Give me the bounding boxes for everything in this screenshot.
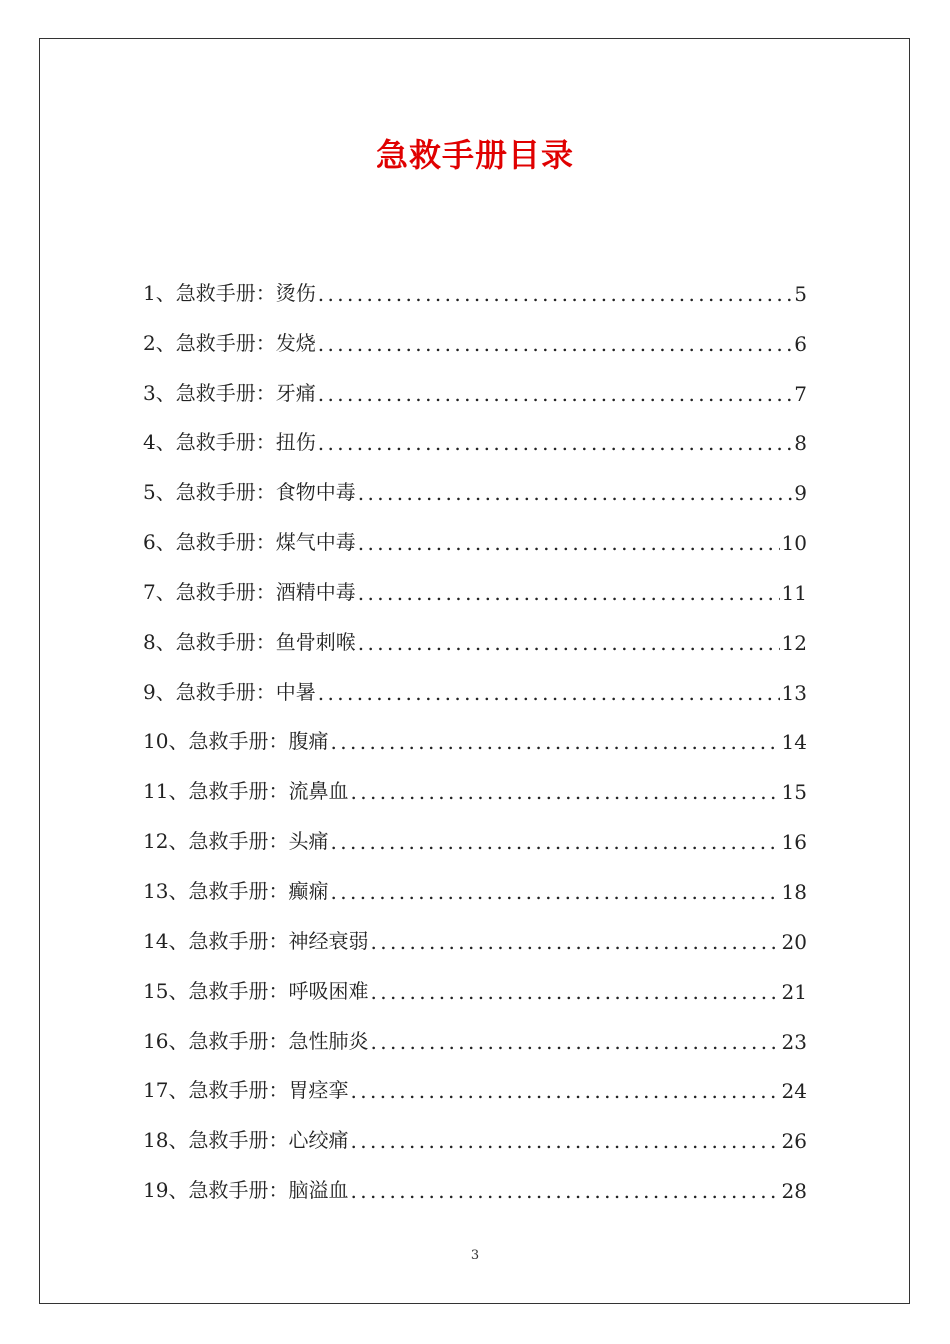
toc-entry-page: 21 — [781, 979, 807, 1004]
toc-entry-page: 12 — [781, 630, 807, 655]
toc-entry[interactable] — [143, 1103, 807, 1153]
toc-entry-label: 19、急救手册：脑溢血 — [143, 1178, 349, 1203]
toc-dot-leader — [368, 1030, 779, 1054]
toc-entry-page: 24 — [781, 1079, 807, 1104]
toc-dot-leader — [316, 681, 780, 705]
toc-entry-label: 6、急救手册：煤气中毒 — [143, 530, 356, 555]
toc-entry-label: 14、急救手册：神经衰弱 — [143, 928, 369, 953]
toc-entry-page: 5 — [794, 281, 807, 306]
toc-dot-leader — [316, 332, 793, 356]
toc-entry-label: 18、急救手册：心绞痛 — [143, 1128, 349, 1153]
toc-dot-leader — [316, 431, 793, 455]
toc-entry[interactable] — [143, 455, 807, 505]
toc-entry-label: 9、急救手册：中暑 — [143, 679, 316, 704]
toc-dot-leader — [368, 930, 779, 954]
toc-entry[interactable] — [143, 256, 807, 306]
toc-entry-page: 6 — [794, 331, 807, 356]
toc-dot-leader — [368, 980, 779, 1004]
toc-entry[interactable] — [143, 904, 807, 954]
toc-entry-page: 10 — [781, 531, 807, 556]
toc-entry-label: 1、急救手册：烫伤 — [143, 280, 316, 305]
toc-entry[interactable] — [143, 406, 807, 456]
toc-entry[interactable] — [143, 505, 807, 555]
toc-entry-page: 28 — [781, 1179, 807, 1204]
toc-entry[interactable] — [143, 854, 807, 904]
toc-entry-page: 18 — [781, 879, 807, 904]
toc-dot-leader — [316, 282, 793, 306]
toc-entry[interactable] — [143, 605, 807, 655]
toc-entry-page: 16 — [781, 830, 807, 855]
page-number: 3 — [470, 1248, 480, 1263]
toc-entry-page: 23 — [781, 1029, 807, 1054]
toc-entry[interactable] — [143, 1004, 807, 1054]
toc-dot-leader — [348, 1179, 779, 1203]
toc-dot-leader — [356, 531, 780, 555]
toc-entry[interactable] — [143, 705, 807, 755]
toc-dot-leader — [328, 880, 779, 904]
toc-entry[interactable] — [143, 804, 807, 854]
toc-entry[interactable] — [143, 954, 807, 1004]
toc-entry-label: 5、急救手册：食物中毒 — [143, 480, 356, 505]
toc-entry[interactable] — [143, 306, 807, 356]
toc-entry-label: 12、急救手册：头痛 — [143, 829, 329, 854]
toc-entry-label: 17、急救手册：胃痉挛 — [143, 1078, 349, 1103]
toc-entry[interactable] — [143, 356, 807, 406]
toc-dot-leader — [328, 730, 779, 754]
toc-dot-leader — [348, 1079, 779, 1103]
toc-dot-leader — [356, 481, 793, 505]
toc-entry-label: 11、急救手册：流鼻血 — [143, 779, 349, 804]
toc-dot-leader — [328, 830, 779, 854]
toc-entry-label: 15、急救手册：呼吸困难 — [143, 978, 369, 1003]
toc-entry-label: 7、急救手册：酒精中毒 — [143, 579, 356, 604]
toc-entry-label: 10、急救手册：腹痛 — [143, 729, 329, 754]
toc-entry[interactable] — [143, 1054, 807, 1104]
toc-dot-leader — [356, 581, 780, 605]
toc-entry-page: 9 — [794, 481, 807, 506]
toc-entry-page: 7 — [794, 381, 807, 406]
toc-entry-page: 11 — [781, 580, 807, 605]
toc-entry[interactable] — [143, 754, 807, 804]
toc-entry-label: 13、急救手册：癫痫 — [143, 878, 329, 903]
toc-entry-label: 3、急救手册：牙痛 — [143, 380, 316, 405]
toc-entry-page: 13 — [781, 680, 807, 705]
toc-dot-leader — [348, 1129, 779, 1153]
toc-dot-leader — [348, 780, 779, 804]
toc-entry[interactable] — [143, 655, 807, 705]
toc-entry-label: 8、急救手册：鱼骨刺喉 — [143, 629, 356, 654]
toc-entry-page: 15 — [781, 780, 807, 805]
toc-entry-page: 20 — [781, 929, 807, 954]
page-title: 急救手册目录 — [375, 136, 574, 174]
toc-entry-page: 8 — [794, 431, 807, 456]
toc-dot-leader — [316, 382, 793, 406]
toc-entry[interactable] — [143, 555, 807, 605]
toc-entry-label: 2、急救手册：发烧 — [143, 330, 316, 355]
toc-dot-leader — [356, 631, 780, 655]
table-of-contents — [143, 256, 807, 1203]
toc-entry-label: 4、急救手册：扭伤 — [143, 430, 316, 455]
toc-entry-page: 26 — [781, 1129, 807, 1154]
toc-entry-page: 14 — [781, 730, 807, 755]
toc-entry[interactable] — [143, 1153, 807, 1203]
toc-entry-label: 16、急救手册：急性肺炎 — [143, 1028, 369, 1053]
